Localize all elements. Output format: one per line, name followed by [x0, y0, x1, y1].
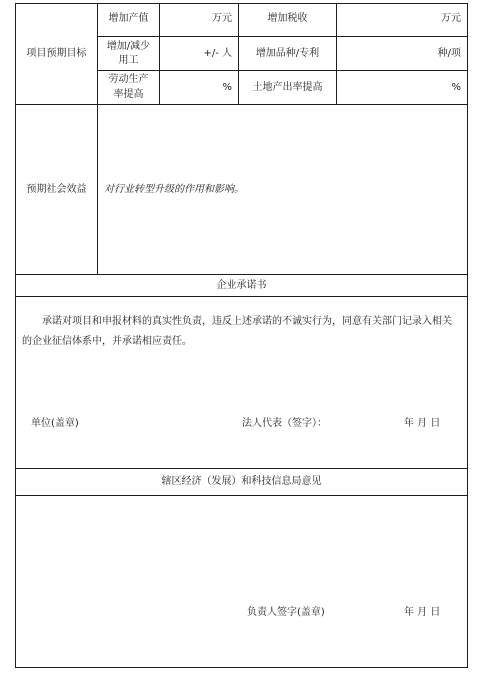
employment-change-label-line1: 增加/减少 — [106, 41, 151, 52]
unit-seal-label: 单位(盖章) — [31, 418, 79, 429]
rule — [15, 3, 468, 4]
output-increase-label: 增加产值 — [108, 13, 149, 24]
tax-increase-label: 增加税收 — [267, 13, 308, 24]
rule — [15, 3, 16, 668]
rule — [97, 70, 468, 71]
patent-increase-label: 增加品种/专利 — [255, 48, 320, 59]
labor-productivity-unit: % — [222, 82, 232, 93]
bureau-date-label: 年 月 日 — [404, 607, 441, 618]
rule — [97, 36, 468, 37]
employment-change-unit: +/- 人 — [203, 48, 232, 59]
land-output-unit: % — [451, 82, 461, 93]
tax-increase-unit: 万元 — [441, 13, 461, 24]
commitment-title: 企业承诺书 — [216, 280, 267, 291]
commitment-body: 承诺对项目和申报材料的真实性负责，违反上述承诺的不诚实行为，同意有关部门记录入相关的企业征信体系中，并承诺相应责任。 — [22, 316, 452, 347]
rule — [15, 495, 468, 496]
legal-rep-signature-label: 法人代表（签字）： — [242, 418, 327, 429]
land-output-label: 土地产出率提高 — [252, 82, 323, 93]
patent-increase-unit: 种/项 — [437, 48, 461, 59]
social-benefit-content: 对行业转型升级的作用和影响。 — [104, 184, 244, 195]
rule — [15, 468, 468, 469]
goals-section-label: 项目预期目标 — [26, 48, 87, 59]
rule — [467, 3, 468, 668]
labor-productivity-label-line2: 率提高 — [113, 89, 144, 100]
employment-change-label-line2: 用工 — [118, 55, 139, 66]
rule — [15, 667, 468, 668]
social-benefit-label: 预期社会效益 — [26, 184, 87, 195]
responsible-signature-label: 负责人签字(盖章) — [247, 607, 325, 618]
rule — [15, 296, 468, 297]
rule — [15, 274, 468, 275]
commitment-date-label: 年 月 日 — [404, 418, 441, 429]
output-increase-unit: 万元 — [212, 13, 232, 24]
bureau-opinion-title: 辖区经济（发展）和科技信息局意见 — [161, 476, 322, 487]
labor-productivity-label-line1: 劳动生产 — [108, 74, 149, 85]
rule — [15, 104, 468, 105]
